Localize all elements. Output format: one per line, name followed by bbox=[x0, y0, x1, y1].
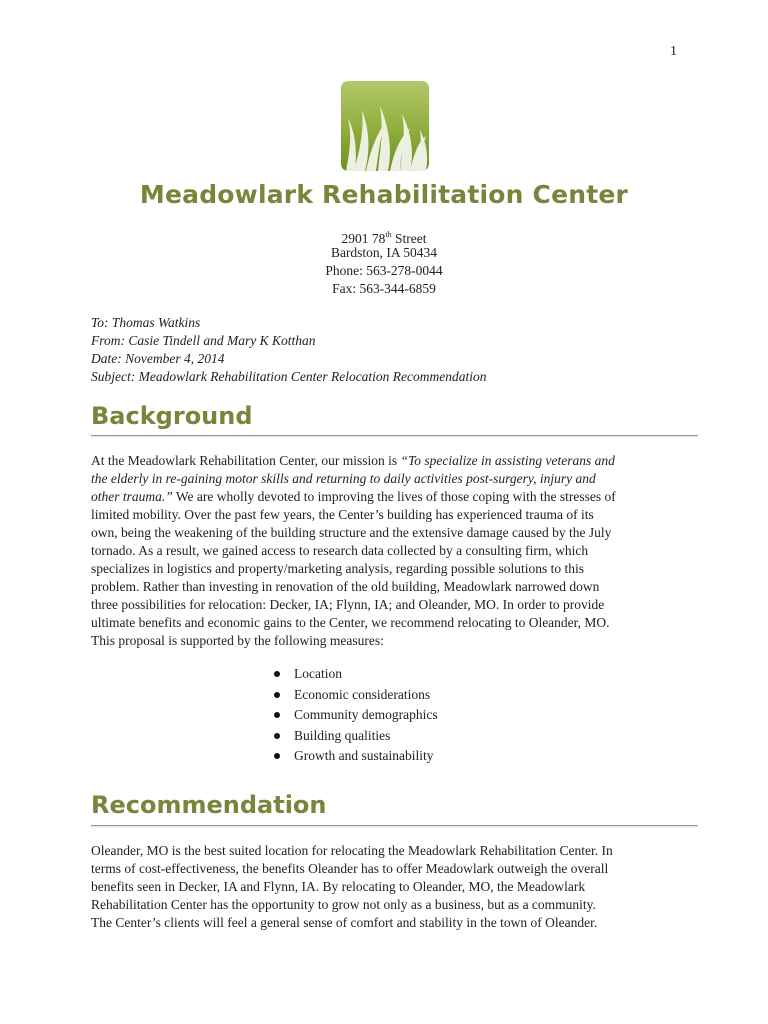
body-text: ultimate benefits and economic gains to the Center, we recommend relocating to Oleander, MO. bbox=[91, 615, 610, 630]
body-text: This proposal is supported by the following measures: bbox=[91, 633, 384, 648]
background-line bbox=[91, 524, 698, 542]
list-item-label: Building qualities bbox=[294, 727, 391, 743]
list-item bbox=[272, 705, 572, 726]
memo-subject: Subject: Meadowlark Rehabilitation Center Relocation Recommendation bbox=[91, 369, 487, 384]
recommendation-line: The Center’s clients will feel a general sense of comfort and stability in the town of Oleander. bbox=[91, 915, 598, 930]
background-line bbox=[91, 506, 698, 524]
recommendation-divider bbox=[91, 825, 698, 826]
list-item-label: Location bbox=[294, 666, 342, 681]
list-item bbox=[272, 726, 572, 747]
memo-to: To: Thomas Watkins bbox=[91, 315, 201, 330]
grass-logo-icon bbox=[340, 80, 430, 172]
bullet-icon bbox=[274, 671, 280, 677]
recommendation-heading: Recommendation bbox=[91, 791, 327, 819]
address-block bbox=[0, 226, 768, 298]
background-line bbox=[91, 578, 698, 596]
background-line bbox=[91, 452, 698, 470]
recommendation-line: benefits seen in Decker, IA and Flynn, IA. By relocating to Oleander, MO, the Meadowlark bbox=[91, 879, 586, 894]
address-city: Bardston, IA 50434 bbox=[330, 245, 438, 260]
body-text: At the Meadowlark Rehabilitation Center, our mission is bbox=[91, 453, 401, 468]
list-item bbox=[272, 664, 572, 685]
recommendation-line: Oleander, MO is the best suited location for relocating the Meadowlark Rehabilitation Center. In bbox=[91, 843, 613, 858]
mission-quote-text: other trauma.” bbox=[91, 489, 173, 504]
body-text: three possibilities for relocation: Decker, IA; Flynn, IA; and Oleander, MO. In order to provide bbox=[91, 597, 605, 612]
bullet-icon bbox=[274, 692, 280, 698]
bullet-icon bbox=[274, 712, 280, 718]
mission-quote-text: the elderly in re-gaining motor skills and returning to daily activities post-surgery, injury and bbox=[91, 471, 596, 486]
page-number: 1 bbox=[670, 44, 677, 59]
phone-number: Phone: 563-278-0044 bbox=[325, 263, 443, 278]
organization-title: Meadowlark Rehabilitation Center bbox=[139, 180, 629, 209]
recommendation-line: terms of cost-effectiveness, the benefits Oleander has to offer Meadowlark outweigh the overall bbox=[91, 861, 609, 876]
body-text: specializes in logistics and property/marketing analysis, regarding possible solutions to this bbox=[91, 561, 585, 576]
background-divider bbox=[91, 435, 698, 436]
body-text: own, being the weakening of the building structure and the extensive damage caused by the July bbox=[91, 525, 612, 540]
background-heading: Background bbox=[91, 402, 253, 430]
body-text: limited mobility. Over the past few years, the Center’s building has experienced trauma of its bbox=[91, 507, 594, 522]
fax-number: Fax: 563-344-6859 bbox=[332, 281, 436, 296]
background-line bbox=[91, 488, 698, 506]
background-line bbox=[91, 470, 698, 488]
recommendation-line: Rehabilitation Center has the opportunity to grow not only as a business, but as a community. bbox=[91, 897, 596, 912]
background-line bbox=[91, 632, 698, 650]
list-item-label: Economic considerations bbox=[294, 686, 431, 702]
memo-header bbox=[91, 314, 691, 386]
list-item-label: Community demographics bbox=[294, 707, 438, 722]
address-street: 2901 78th Street bbox=[341, 230, 427, 246]
bullet-icon bbox=[274, 733, 280, 739]
list-item bbox=[272, 746, 572, 767]
body-text: We are wholly devoted to improving the lives of those coping with the stresses of bbox=[172, 489, 616, 504]
memo-date: Date: November 4, 2014 bbox=[91, 351, 225, 366]
recommendation-paragraph bbox=[91, 842, 698, 932]
background-line bbox=[91, 596, 698, 614]
background-line bbox=[91, 614, 698, 632]
body-text: tornado. As a result, we gained access to research data collected by a consulting firm, which bbox=[91, 543, 589, 558]
list-item bbox=[272, 685, 572, 706]
body-text: problem. Rather than investing in renovation of the old building, Meadowlark narrowed down bbox=[91, 579, 600, 594]
background-line bbox=[91, 542, 698, 560]
list-item-label: Growth and sustainability bbox=[294, 748, 434, 763]
background-paragraph bbox=[91, 452, 698, 650]
background-line bbox=[91, 560, 698, 578]
memo-from: From: Casie Tindell and Mary K Kotthan bbox=[91, 333, 316, 348]
bullet-icon bbox=[274, 753, 280, 759]
mission-quote-text: “To specialize in assisting veterans and bbox=[400, 453, 615, 468]
measures-list bbox=[272, 664, 572, 767]
